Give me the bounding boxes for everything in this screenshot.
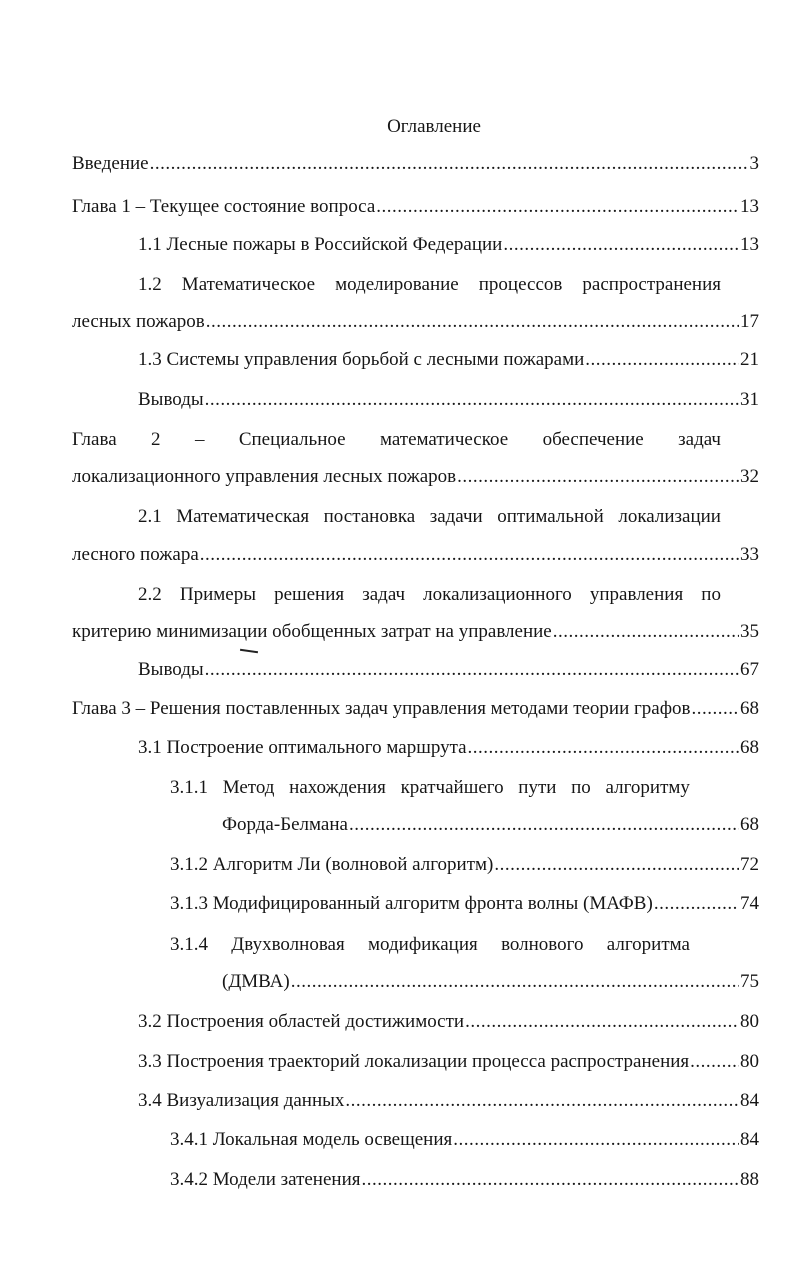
toc-entry-text: 3.4.1 Локальная модель освещения: [170, 1129, 453, 1150]
pen-mark: [240, 649, 258, 653]
toc-entry: [138, 348, 759, 372]
toc-entry: [170, 1168, 759, 1192]
toc-entry: [138, 388, 759, 412]
toc-entry: [72, 620, 759, 644]
toc-entry-page: 68: [740, 814, 759, 835]
dot-leader: [200, 543, 739, 567]
toc-entry: [138, 1089, 759, 1113]
toc-entry-first-line: 1.2 Математическое моделирование процессов распространения: [138, 274, 721, 295]
toc-entry-text: лесного пожара: [72, 544, 199, 565]
toc-entry: [138, 233, 759, 257]
toc-entry-text: 3.2 Построения областей достижимости: [138, 1011, 465, 1032]
toc-entry-page: 84: [740, 1090, 759, 1111]
toc-title: Оглавление: [387, 116, 481, 137]
toc-entry: [170, 1128, 759, 1152]
dot-leader: [206, 310, 739, 334]
toc-entry: [72, 543, 759, 567]
dot-leader: [205, 658, 739, 682]
dot-leader: [205, 388, 739, 412]
toc-entry: [222, 970, 759, 994]
dot-leader: [585, 348, 739, 372]
dot-leader: [553, 620, 739, 644]
toc-entry-text: Выводы: [138, 659, 204, 680]
dot-leader: [468, 736, 739, 760]
toc-entry-text: 1.3 Системы управления борьбой с лесными пожарами: [138, 349, 585, 370]
toc-entry: [72, 310, 759, 334]
toc-entry: [72, 465, 759, 489]
toc-entry-text: (ДМВА): [222, 971, 290, 992]
dot-leader: [465, 1010, 739, 1034]
toc-entry-text: 3.4.2 Модели затенения: [170, 1169, 361, 1190]
toc-entry-page: 3: [749, 153, 759, 174]
toc-entry-first-line: 2.1 Математическая постановка задачи оптимальной локализации: [138, 506, 721, 527]
dot-leader: [150, 152, 749, 176]
toc-entry-page: 31: [740, 389, 759, 410]
toc-entry: [138, 1050, 759, 1074]
toc-entry: [222, 813, 759, 837]
toc-entry: [138, 1010, 759, 1034]
toc-entry-first-line: Глава 2 – Специальное математическое обеспечение задач: [72, 429, 721, 450]
toc-entry-page: 17: [740, 311, 759, 332]
dot-leader: [376, 195, 739, 219]
toc-entry: [72, 152, 759, 176]
toc-entry-text: Форда-Белмана: [222, 814, 348, 835]
toc-entry-page: 80: [740, 1051, 759, 1072]
toc-entry-page: 84: [740, 1129, 759, 1150]
toc-entry-text: 3.3 Построения траекторий локализации процесса распространения: [138, 1051, 690, 1072]
dot-leader: [494, 853, 739, 877]
toc-entry-first-line: 2.2 Примеры решения задач локализационного управления по: [138, 584, 721, 605]
toc-entry-text: критерию минимизации обобщенных затрат на управление: [72, 621, 552, 642]
toc-entry-page: 13: [740, 234, 759, 255]
dot-leader: [690, 1050, 739, 1074]
toc-entry-text: 1.1 Лесные пожары в Российской Федерации: [138, 234, 503, 255]
toc-entry: [72, 195, 759, 219]
toc-entry: [138, 736, 759, 760]
dot-leader: [291, 970, 739, 994]
dot-leader: [349, 813, 739, 837]
toc-entry-text: Глава 1 – Текущее состояние вопроса: [72, 196, 376, 217]
toc-entry-page: 33: [740, 544, 759, 565]
toc-entry-text: Глава 3 – Решения поставленных задач управления методами теории графов: [72, 698, 691, 719]
dot-leader: [457, 465, 739, 489]
toc-entry-page: 75: [740, 971, 759, 992]
toc-entry-page: 68: [740, 737, 759, 758]
toc-entry-page: 32: [740, 466, 759, 487]
toc-entry: [170, 853, 759, 877]
toc-entry-text: Введение: [72, 153, 149, 174]
toc-entry-page: 74: [740, 893, 759, 914]
toc-entry: [72, 697, 759, 721]
dot-leader: [345, 1089, 739, 1113]
toc-entry-text: 3.4 Визуализация данных: [138, 1090, 345, 1111]
toc-entry-page: 21: [740, 349, 759, 370]
toc-entry-page: 88: [740, 1169, 759, 1190]
toc-entry-text: лесных пожаров: [72, 311, 205, 332]
toc-entry-text: Выводы: [138, 389, 204, 410]
toc-entry-text: 3.1.3 Модифицированный алгоритм фронта волны (МАФВ): [170, 893, 653, 914]
dot-leader: [503, 233, 739, 257]
toc-entry-first-line: 3.1.1 Метод нахождения кратчайшего пути по алгоритму: [170, 777, 690, 798]
toc-entry: [138, 658, 759, 682]
toc-entry-text: 3.1.2 Алгоритм Ли (волновой алгоритм): [170, 854, 494, 875]
dot-leader: [453, 1128, 739, 1152]
toc-entry-text: локализационного управления лесных пожаров: [72, 466, 457, 487]
dot-leader: [654, 892, 739, 916]
toc-entry-page: 72: [740, 854, 759, 875]
toc-entry-page: 35: [740, 621, 759, 642]
toc-entry-text: 3.1 Построение оптимального маршрута: [138, 737, 467, 758]
dot-leader: [361, 1168, 739, 1192]
toc-entry-page: 67: [740, 659, 759, 680]
toc-entry-first-line: 3.1.4 Двухволновая модификация волнового алгоритма: [170, 934, 690, 955]
toc-entry-page: 80: [740, 1011, 759, 1032]
dot-leader: [692, 697, 739, 721]
toc-entry-page: 13: [740, 196, 759, 217]
toc-entry: [170, 892, 759, 916]
toc-entry-page: 68: [740, 698, 759, 719]
